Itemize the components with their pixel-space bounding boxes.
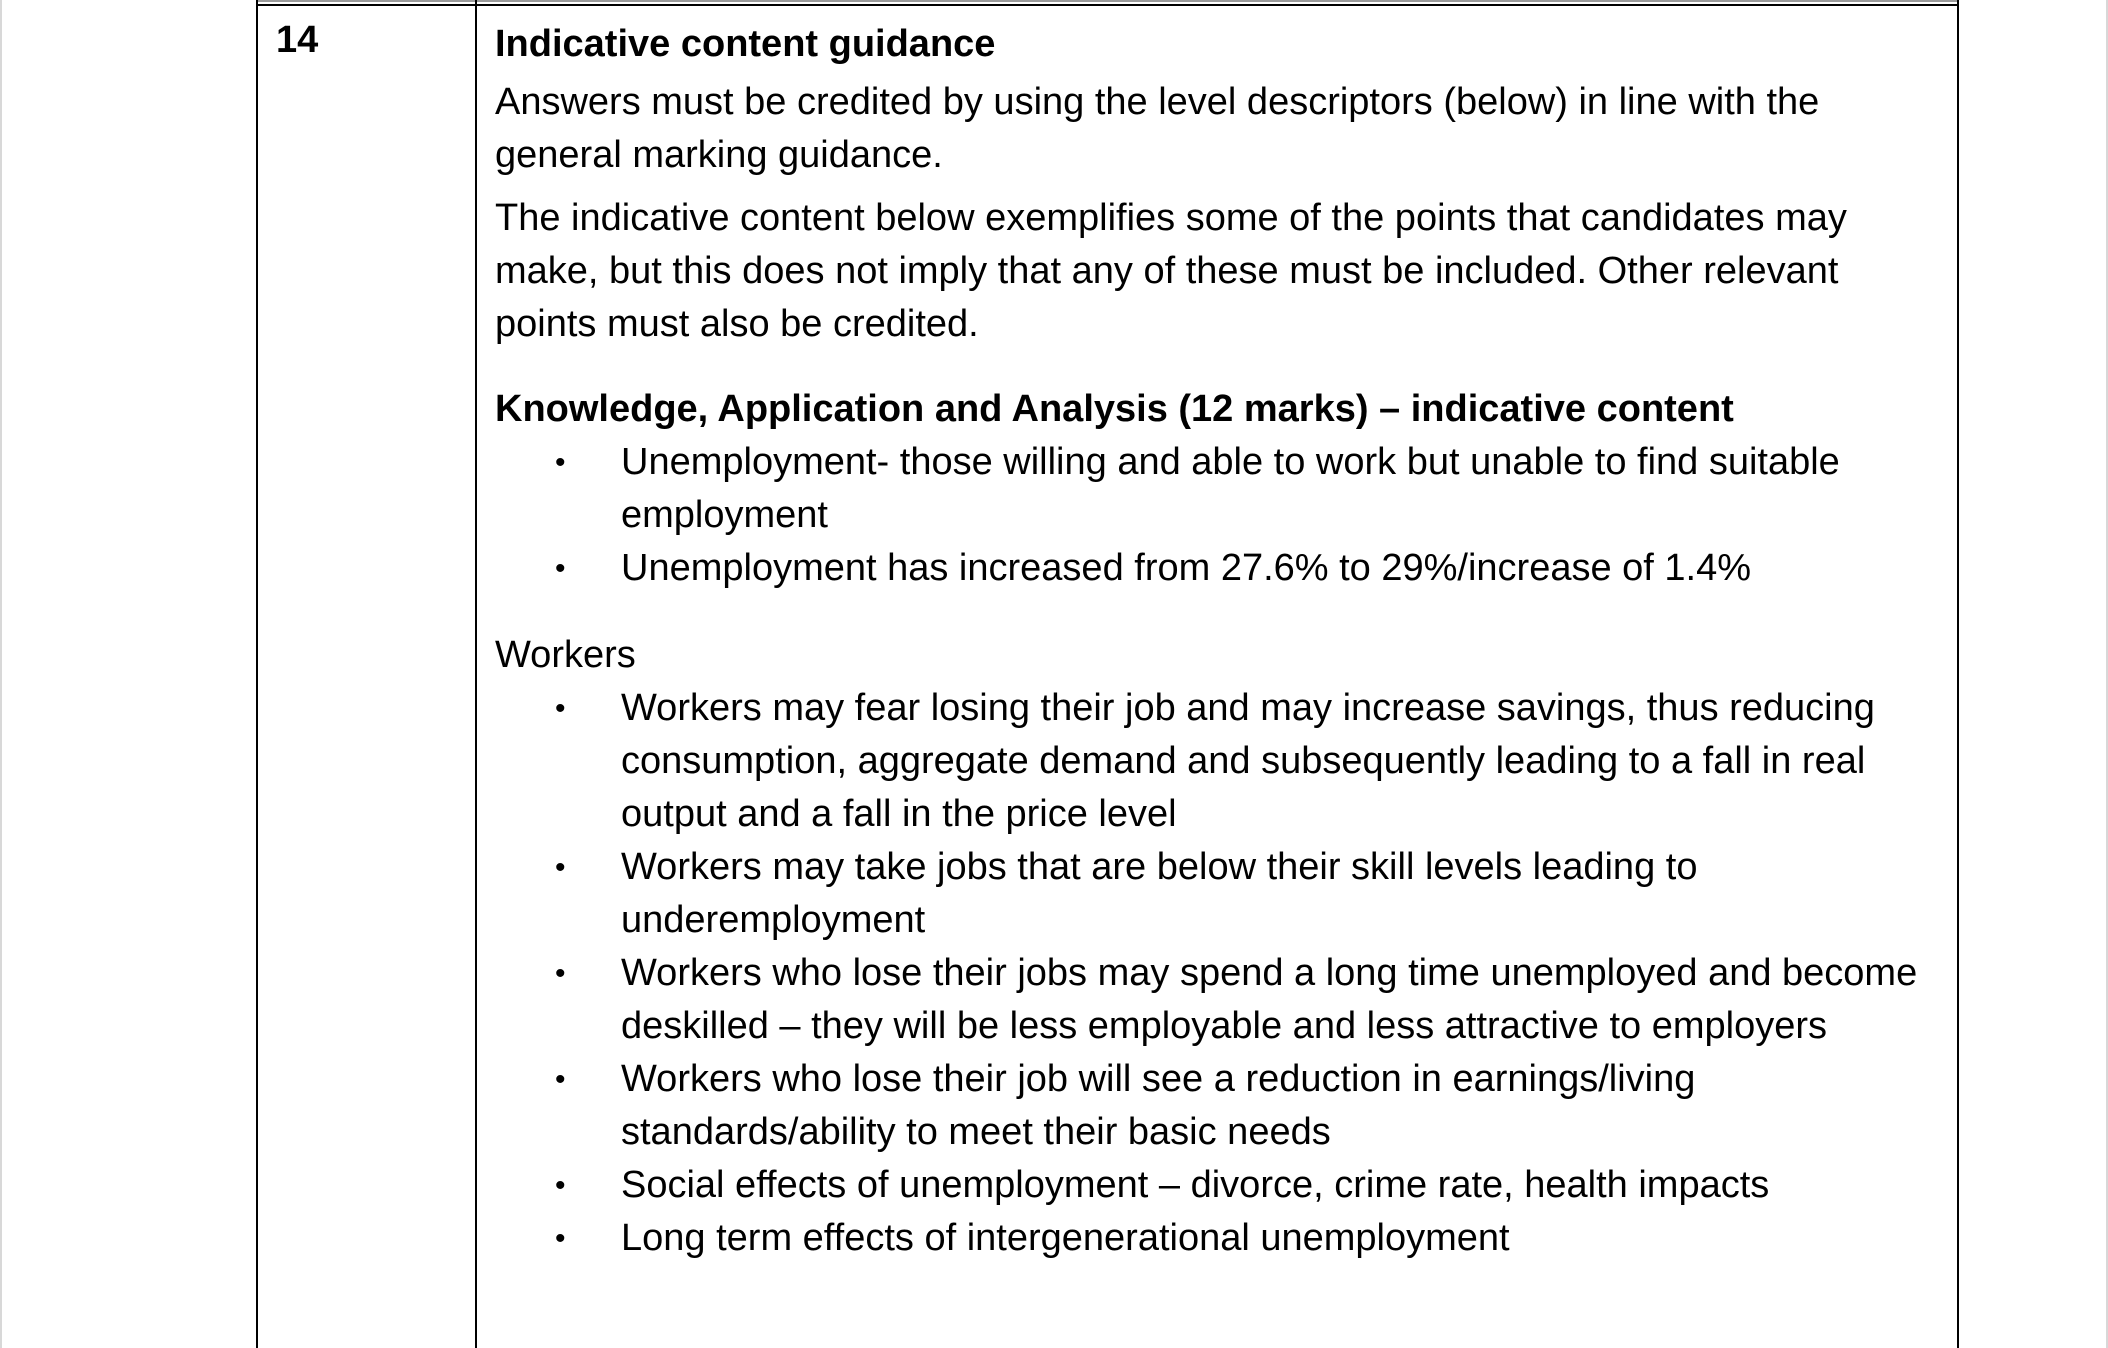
guidance-paragraph: Answers must be credited by using the level descriptors (below) in line with the general marking guidance. [495,81,1820,176]
bullet-icon: • [555,851,566,884]
kaa-heading: Knowledge, Application and Analysis (12 marks) – indicative content [495,388,1734,430]
page-edge-left [0,0,2,1348]
bullet-icon: • [555,552,566,585]
workers-bullet-item [495,1159,1945,1212]
kaa-bullet-text: Unemployment- those willing and able to work but unable to find suitable employment [621,441,1840,536]
bullet-icon: • [555,1063,566,1096]
table-top-rule-faint [258,0,1957,2]
workers-bullet-list [495,682,1945,1265]
table-top-rule [258,4,1957,6]
workers-bullet-item [495,1053,1945,1159]
bullet-icon: • [555,957,566,990]
workers-bullet-text: Social effects of unemployment – divorce, crime rate, health impacts [621,1164,1770,1206]
workers-bullet-text: Workers may take jobs that are below their skill levels leading to underemployment [621,846,1698,941]
workers-bullet-item [495,682,1945,841]
guidance-title: Indicative content guidance [495,23,996,65]
guidance-paragraph: The indicative content below exemplifies some of the points that candidates may make, but this does not imply that any of these must be included. Other relevant points must also be credited. [495,197,1847,345]
bullet-icon: • [555,1169,566,1202]
workers-bullet-item [495,1212,1945,1265]
bullet-icon: • [555,1222,566,1255]
kaa-bullet-item [495,542,1945,595]
question-number: 14 [276,19,319,61]
column-divider [475,0,477,1348]
workers-bullet-text: Long term effects of intergenerational unemployment [621,1217,1510,1259]
workers-bullet-item [495,947,1945,1053]
mark-scheme-table [256,0,1959,1348]
workers-bullet-text: Workers may fear losing their job and may increase savings, thus reducing consumption, aggregate demand and subsequently leading to a fall in real output and a fall in the price level [621,687,1875,835]
workers-bullet-item [495,841,1945,947]
kaa-bullet-text: Unemployment has increased from 27.6% to 29%/increase of 1.4% [621,547,1752,589]
workers-bullet-text: Workers who lose their job will see a reduction in earnings/living standards/ability to meet their basic needs [621,1058,1696,1153]
bullet-icon: • [555,692,566,725]
kaa-bullet-list [495,436,1945,595]
guidance-cell [495,18,1945,1265]
kaa-bullet-item [495,436,1945,542]
workers-bullet-text: Workers who lose their jobs may spend a long time unemployed and become deskilled – they will be less employable and less attractive to employers [621,952,1918,1047]
workers-heading: Workers [495,634,636,676]
bullet-icon: • [555,446,566,479]
